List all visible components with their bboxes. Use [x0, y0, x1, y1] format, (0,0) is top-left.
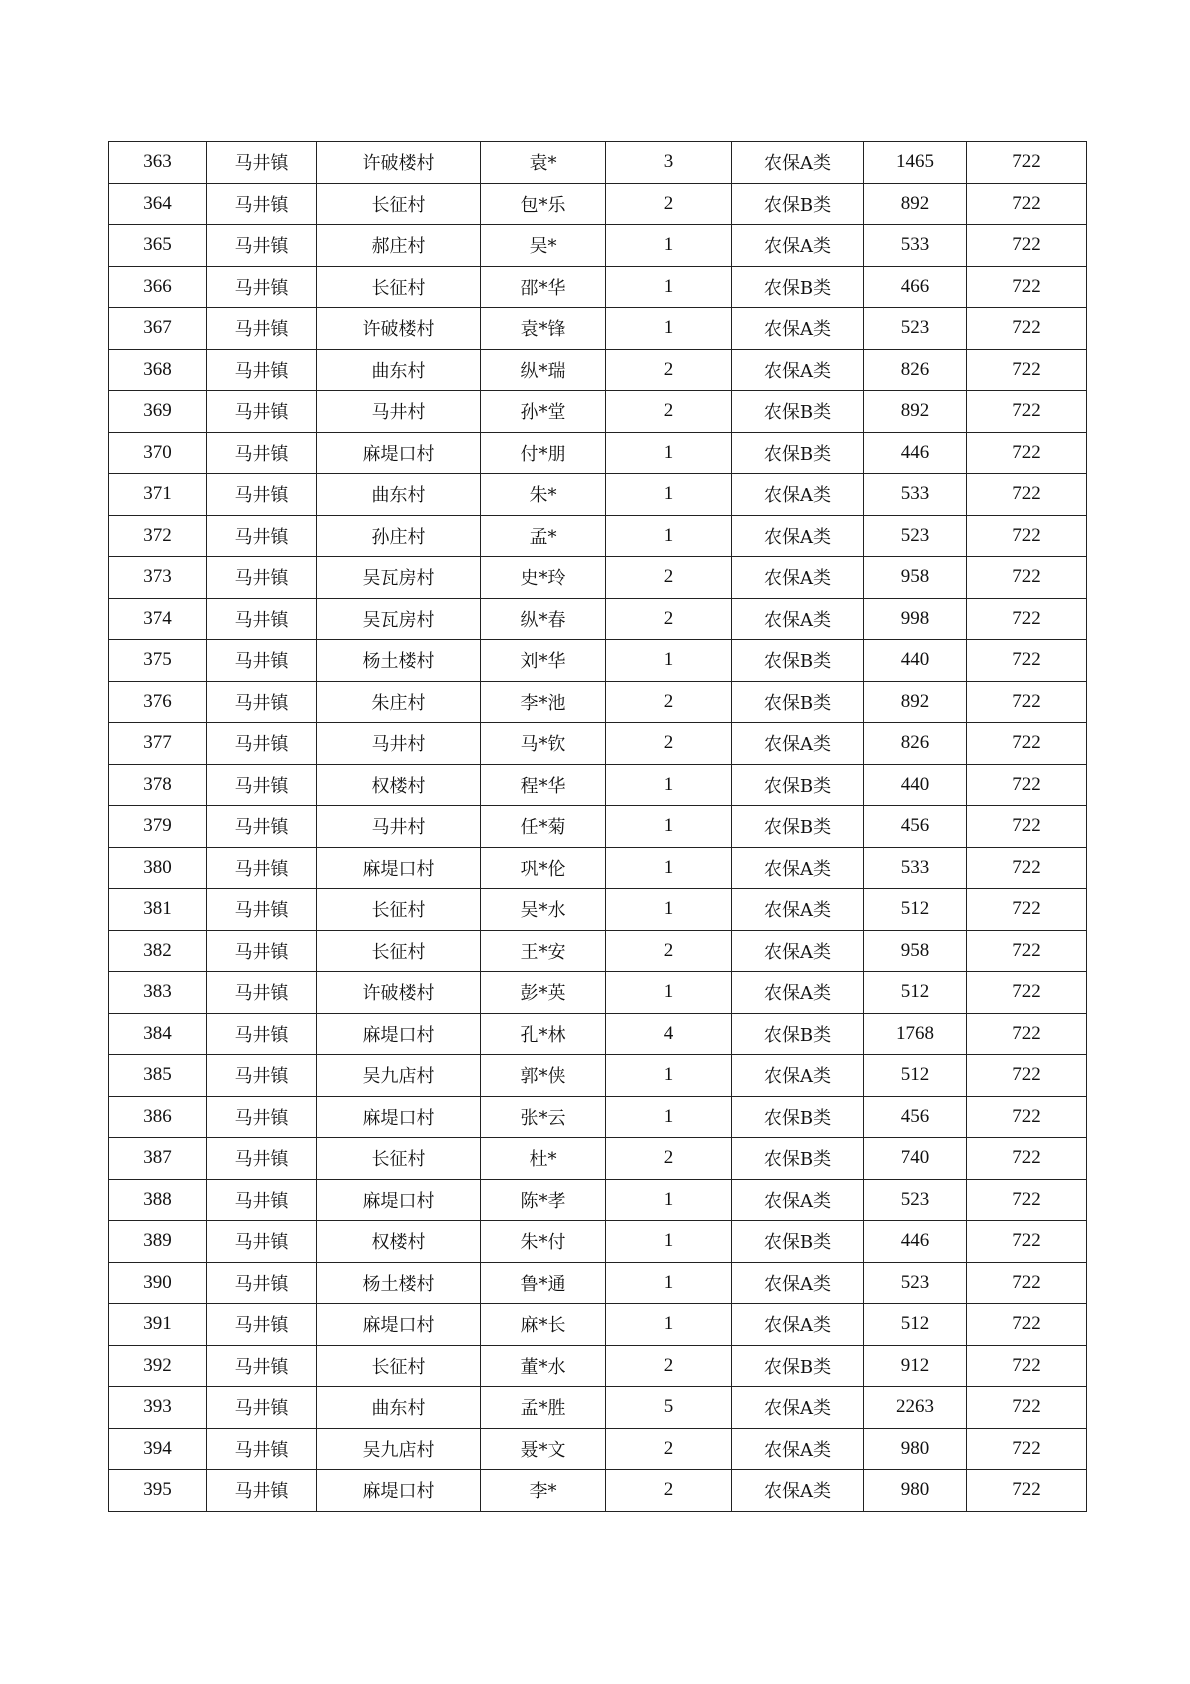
serial-number-cell: 390 — [109, 1262, 207, 1304]
amount-cell: 980 — [864, 1470, 967, 1512]
serial-number-cell: 379 — [109, 806, 207, 848]
category-cell: 农保A类 — [732, 308, 864, 350]
amount-cell: 740 — [864, 1138, 967, 1180]
village-cell: 郝庄村 — [317, 225, 481, 267]
township-cell: 马井镇 — [207, 349, 317, 391]
serial-number-cell: 395 — [109, 1470, 207, 1512]
township-cell: 马井镇 — [207, 1221, 317, 1263]
household-size-cell: 2 — [606, 1345, 732, 1387]
household-size-cell: 1 — [606, 515, 732, 557]
serial-number-cell: 365 — [109, 225, 207, 267]
category-cell: 农保B类 — [732, 183, 864, 225]
name-cell: 杜* — [481, 1138, 606, 1180]
serial-number-cell: 384 — [109, 1013, 207, 1055]
table-row — [109, 515, 1087, 557]
category-cell: 农保A类 — [732, 1179, 864, 1221]
village-cell: 麻堤口村 — [317, 1304, 481, 1346]
name-cell: 刘*华 — [481, 640, 606, 682]
household-size-cell: 2 — [606, 681, 732, 723]
village-cell: 麻堤口村 — [317, 432, 481, 474]
category-cell: 农保A类 — [732, 557, 864, 599]
category-cell: 农保B类 — [732, 640, 864, 682]
name-cell: 任*菊 — [481, 806, 606, 848]
village-cell: 曲东村 — [317, 474, 481, 516]
standard-cell: 722 — [967, 889, 1087, 931]
standard-cell: 722 — [967, 764, 1087, 806]
category-cell: 农保B类 — [732, 806, 864, 848]
category-cell: 农保A类 — [732, 1428, 864, 1470]
category-cell: 农保A类 — [732, 142, 864, 184]
township-cell: 马井镇 — [207, 930, 317, 972]
name-cell: 纵*春 — [481, 598, 606, 640]
standard-cell: 722 — [967, 432, 1087, 474]
serial-number-cell: 388 — [109, 1179, 207, 1221]
standard-cell: 722 — [967, 1345, 1087, 1387]
category-cell: 农保B类 — [732, 432, 864, 474]
category-cell: 农保B类 — [732, 391, 864, 433]
amount-cell: 456 — [864, 806, 967, 848]
amount-cell: 533 — [864, 847, 967, 889]
village-cell: 权楼村 — [317, 1221, 481, 1263]
township-cell: 马井镇 — [207, 308, 317, 350]
township-cell: 马井镇 — [207, 142, 317, 184]
serial-number-cell: 363 — [109, 142, 207, 184]
amount-cell: 533 — [864, 474, 967, 516]
village-cell: 马井村 — [317, 723, 481, 765]
serial-number-cell: 378 — [109, 764, 207, 806]
name-cell: 陈*孝 — [481, 1179, 606, 1221]
household-size-cell: 2 — [606, 1138, 732, 1180]
household-size-cell: 2 — [606, 598, 732, 640]
township-cell: 马井镇 — [207, 764, 317, 806]
household-size-cell: 1 — [606, 266, 732, 308]
standard-cell: 722 — [967, 391, 1087, 433]
table-row — [109, 391, 1087, 433]
standard-cell: 722 — [967, 142, 1087, 184]
township-cell: 马井镇 — [207, 557, 317, 599]
standard-cell: 722 — [967, 806, 1087, 848]
amount-cell: 892 — [864, 681, 967, 723]
household-size-cell: 1 — [606, 1179, 732, 1221]
table-row — [109, 1013, 1087, 1055]
household-size-cell: 1 — [606, 847, 732, 889]
township-cell: 马井镇 — [207, 266, 317, 308]
table-row — [109, 847, 1087, 889]
name-cell: 董*水 — [481, 1345, 606, 1387]
household-size-cell: 4 — [606, 1013, 732, 1055]
table-row — [109, 1262, 1087, 1304]
village-cell: 吴九店村 — [317, 1428, 481, 1470]
amount-cell: 1768 — [864, 1013, 967, 1055]
serial-number-cell: 377 — [109, 723, 207, 765]
village-cell: 长征村 — [317, 889, 481, 931]
amount-cell: 892 — [864, 183, 967, 225]
standard-cell: 722 — [967, 1470, 1087, 1512]
serial-number-cell: 370 — [109, 432, 207, 474]
household-size-cell: 1 — [606, 1221, 732, 1263]
name-cell: 邵*华 — [481, 266, 606, 308]
township-cell: 马井镇 — [207, 806, 317, 848]
township-cell: 马井镇 — [207, 391, 317, 433]
category-cell: 农保B类 — [732, 764, 864, 806]
name-cell: 孙*堂 — [481, 391, 606, 433]
standard-cell: 722 — [967, 183, 1087, 225]
township-cell: 马井镇 — [207, 1055, 317, 1097]
village-cell: 许破楼村 — [317, 142, 481, 184]
standard-cell: 722 — [967, 474, 1087, 516]
category-cell: 农保A类 — [732, 598, 864, 640]
standard-cell: 722 — [967, 308, 1087, 350]
serial-number-cell: 389 — [109, 1221, 207, 1263]
table-row — [109, 308, 1087, 350]
category-cell: 农保B类 — [732, 266, 864, 308]
village-cell: 长征村 — [317, 1345, 481, 1387]
amount-cell: 512 — [864, 1055, 967, 1097]
standard-cell: 722 — [967, 972, 1087, 1014]
name-cell: 聂*文 — [481, 1428, 606, 1470]
table-row — [109, 1096, 1087, 1138]
village-cell: 吴九店村 — [317, 1055, 481, 1097]
village-cell: 麻堤口村 — [317, 1179, 481, 1221]
name-cell: 鲁*通 — [481, 1262, 606, 1304]
table-row — [109, 432, 1087, 474]
amount-cell: 826 — [864, 349, 967, 391]
table-row — [109, 930, 1087, 972]
household-size-cell: 1 — [606, 889, 732, 931]
household-size-cell: 1 — [606, 640, 732, 682]
township-cell: 马井镇 — [207, 183, 317, 225]
table-row — [109, 1179, 1087, 1221]
category-cell: 农保A类 — [732, 1470, 864, 1512]
township-cell: 马井镇 — [207, 1387, 317, 1429]
amount-cell: 533 — [864, 225, 967, 267]
serial-number-cell: 385 — [109, 1055, 207, 1097]
household-size-cell: 2 — [606, 183, 732, 225]
serial-number-cell: 367 — [109, 308, 207, 350]
category-cell: 农保A类 — [732, 847, 864, 889]
household-size-cell: 1 — [606, 806, 732, 848]
serial-number-cell: 376 — [109, 681, 207, 723]
amount-cell: 523 — [864, 1179, 967, 1221]
amount-cell: 446 — [864, 1221, 967, 1263]
township-cell: 马井镇 — [207, 515, 317, 557]
village-cell: 曲东村 — [317, 349, 481, 391]
name-cell: 巩*伦 — [481, 847, 606, 889]
name-cell: 纵*瑞 — [481, 349, 606, 391]
household-size-cell: 1 — [606, 1055, 732, 1097]
amount-cell: 523 — [864, 1262, 967, 1304]
category-cell: 农保A类 — [732, 889, 864, 931]
category-cell: 农保A类 — [732, 972, 864, 1014]
village-cell: 马井村 — [317, 806, 481, 848]
amount-cell: 1465 — [864, 142, 967, 184]
village-cell: 长征村 — [317, 930, 481, 972]
township-cell: 马井镇 — [207, 432, 317, 474]
name-cell: 孟* — [481, 515, 606, 557]
township-cell: 马井镇 — [207, 1304, 317, 1346]
household-size-cell: 1 — [606, 1262, 732, 1304]
standard-cell: 722 — [967, 1138, 1087, 1180]
township-cell: 马井镇 — [207, 1179, 317, 1221]
name-cell: 包*乐 — [481, 183, 606, 225]
category-cell: 农保B类 — [732, 1221, 864, 1263]
table-row — [109, 764, 1087, 806]
amount-cell: 456 — [864, 1096, 967, 1138]
table-row — [109, 349, 1087, 391]
name-cell: 麻*长 — [481, 1304, 606, 1346]
standard-cell: 722 — [967, 1221, 1087, 1263]
category-cell: 农保A类 — [732, 515, 864, 557]
table-row — [109, 598, 1087, 640]
village-cell: 麻堤口村 — [317, 1470, 481, 1512]
township-cell: 马井镇 — [207, 847, 317, 889]
table-row — [109, 1345, 1087, 1387]
household-size-cell: 1 — [606, 308, 732, 350]
name-cell: 李*池 — [481, 681, 606, 723]
village-cell: 曲东村 — [317, 1387, 481, 1429]
category-cell: 农保A类 — [732, 1304, 864, 1346]
township-cell: 马井镇 — [207, 225, 317, 267]
table-row — [109, 142, 1087, 184]
table-row — [109, 1304, 1087, 1346]
amount-cell: 998 — [864, 598, 967, 640]
table-row — [109, 681, 1087, 723]
township-cell: 马井镇 — [207, 1138, 317, 1180]
village-cell: 麻堤口村 — [317, 847, 481, 889]
household-size-cell: 2 — [606, 1470, 732, 1512]
table-row — [109, 225, 1087, 267]
name-cell: 吴* — [481, 225, 606, 267]
serial-number-cell: 381 — [109, 889, 207, 931]
amount-cell: 440 — [864, 640, 967, 682]
standard-cell: 722 — [967, 930, 1087, 972]
name-cell: 史*玲 — [481, 557, 606, 599]
table-row — [109, 1428, 1087, 1470]
village-cell: 麻堤口村 — [317, 1096, 481, 1138]
township-cell: 马井镇 — [207, 1262, 317, 1304]
village-cell: 孙庄村 — [317, 515, 481, 557]
amount-cell: 826 — [864, 723, 967, 765]
table-row — [109, 889, 1087, 931]
village-cell: 杨土楼村 — [317, 640, 481, 682]
township-cell: 马井镇 — [207, 681, 317, 723]
household-size-cell: 2 — [606, 349, 732, 391]
roster-table — [108, 141, 1087, 1512]
table-row — [109, 1138, 1087, 1180]
table-row — [109, 474, 1087, 516]
serial-number-cell: 373 — [109, 557, 207, 599]
township-cell: 马井镇 — [207, 1013, 317, 1055]
amount-cell: 440 — [864, 764, 967, 806]
name-cell: 李* — [481, 1470, 606, 1512]
standard-cell: 722 — [967, 349, 1087, 391]
township-cell: 马井镇 — [207, 474, 317, 516]
standard-cell: 722 — [967, 1262, 1087, 1304]
standard-cell: 722 — [967, 557, 1087, 599]
household-size-cell: 1 — [606, 1096, 732, 1138]
table-row — [109, 557, 1087, 599]
household-size-cell: 1 — [606, 1304, 732, 1346]
amount-cell: 523 — [864, 515, 967, 557]
category-cell: 农保B类 — [732, 1013, 864, 1055]
category-cell: 农保A类 — [732, 225, 864, 267]
name-cell: 袁*锋 — [481, 308, 606, 350]
category-cell: 农保A类 — [732, 930, 864, 972]
table-row — [109, 640, 1087, 682]
name-cell: 彭*英 — [481, 972, 606, 1014]
category-cell: 农保B类 — [732, 1138, 864, 1180]
name-cell: 付*朋 — [481, 432, 606, 474]
household-size-cell: 1 — [606, 474, 732, 516]
amount-cell: 512 — [864, 972, 967, 1014]
village-cell: 麻堤口村 — [317, 1013, 481, 1055]
table-row — [109, 1221, 1087, 1263]
standard-cell: 722 — [967, 681, 1087, 723]
standard-cell: 722 — [967, 1179, 1087, 1221]
village-cell: 马井村 — [317, 391, 481, 433]
village-cell: 许破楼村 — [317, 308, 481, 350]
category-cell: 农保A类 — [732, 474, 864, 516]
name-cell: 郭*侠 — [481, 1055, 606, 1097]
category-cell: 农保B类 — [732, 681, 864, 723]
table-row — [109, 723, 1087, 765]
household-size-cell: 1 — [606, 432, 732, 474]
amount-cell: 446 — [864, 432, 967, 474]
name-cell: 孔*林 — [481, 1013, 606, 1055]
category-cell: 农保A类 — [732, 723, 864, 765]
standard-cell: 722 — [967, 598, 1087, 640]
serial-number-cell: 391 — [109, 1304, 207, 1346]
standard-cell: 722 — [967, 640, 1087, 682]
table-row — [109, 1470, 1087, 1512]
serial-number-cell: 387 — [109, 1138, 207, 1180]
household-size-cell: 1 — [606, 972, 732, 1014]
table-row — [109, 183, 1087, 225]
serial-number-cell: 375 — [109, 640, 207, 682]
township-cell: 马井镇 — [207, 723, 317, 765]
household-size-cell: 2 — [606, 1428, 732, 1470]
standard-cell: 722 — [967, 847, 1087, 889]
household-size-cell: 5 — [606, 1387, 732, 1429]
category-cell: 农保B类 — [732, 1345, 864, 1387]
serial-number-cell: 380 — [109, 847, 207, 889]
standard-cell: 722 — [967, 1096, 1087, 1138]
category-cell: 农保A类 — [732, 349, 864, 391]
amount-cell: 980 — [864, 1428, 967, 1470]
standard-cell: 722 — [967, 1013, 1087, 1055]
serial-number-cell: 382 — [109, 930, 207, 972]
village-cell: 朱庄村 — [317, 681, 481, 723]
household-size-cell: 1 — [606, 764, 732, 806]
category-cell: 农保A类 — [732, 1387, 864, 1429]
amount-cell: 523 — [864, 308, 967, 350]
name-cell: 马*钦 — [481, 723, 606, 765]
serial-number-cell: 371 — [109, 474, 207, 516]
standard-cell: 722 — [967, 1304, 1087, 1346]
amount-cell: 958 — [864, 557, 967, 599]
village-cell: 吴瓦房村 — [317, 557, 481, 599]
village-cell: 权楼村 — [317, 764, 481, 806]
standard-cell: 722 — [967, 1428, 1087, 1470]
household-size-cell: 2 — [606, 391, 732, 433]
serial-number-cell: 372 — [109, 515, 207, 557]
serial-number-cell: 393 — [109, 1387, 207, 1429]
table-row — [109, 972, 1087, 1014]
amount-cell: 512 — [864, 1304, 967, 1346]
name-cell: 张*云 — [481, 1096, 606, 1138]
amount-cell: 2263 — [864, 1387, 967, 1429]
roster-body — [109, 142, 1087, 1512]
serial-number-cell: 394 — [109, 1428, 207, 1470]
name-cell: 程*华 — [481, 764, 606, 806]
standard-cell: 722 — [967, 515, 1087, 557]
household-size-cell: 2 — [606, 557, 732, 599]
name-cell: 吴*水 — [481, 889, 606, 931]
amount-cell: 912 — [864, 1345, 967, 1387]
village-cell: 长征村 — [317, 1138, 481, 1180]
township-cell: 马井镇 — [207, 1428, 317, 1470]
table-row — [109, 1387, 1087, 1429]
serial-number-cell: 374 — [109, 598, 207, 640]
serial-number-cell: 392 — [109, 1345, 207, 1387]
township-cell: 马井镇 — [207, 889, 317, 931]
name-cell: 朱* — [481, 474, 606, 516]
village-cell: 许破楼村 — [317, 972, 481, 1014]
household-size-cell: 3 — [606, 142, 732, 184]
standard-cell: 722 — [967, 723, 1087, 765]
serial-number-cell: 369 — [109, 391, 207, 433]
amount-cell: 958 — [864, 930, 967, 972]
household-size-cell: 1 — [606, 225, 732, 267]
standard-cell: 722 — [967, 1387, 1087, 1429]
township-cell: 马井镇 — [207, 1096, 317, 1138]
serial-number-cell: 364 — [109, 183, 207, 225]
standard-cell: 722 — [967, 266, 1087, 308]
name-cell: 孟*胜 — [481, 1387, 606, 1429]
table-row — [109, 266, 1087, 308]
village-cell: 吴瓦房村 — [317, 598, 481, 640]
amount-cell: 892 — [864, 391, 967, 433]
serial-number-cell: 386 — [109, 1096, 207, 1138]
amount-cell: 466 — [864, 266, 967, 308]
table-row — [109, 1055, 1087, 1097]
village-cell: 长征村 — [317, 266, 481, 308]
township-cell: 马井镇 — [207, 1345, 317, 1387]
category-cell: 农保B类 — [732, 1096, 864, 1138]
village-cell: 杨土楼村 — [317, 1262, 481, 1304]
serial-number-cell: 383 — [109, 972, 207, 1014]
township-cell: 马井镇 — [207, 1470, 317, 1512]
category-cell: 农保A类 — [732, 1055, 864, 1097]
table-row — [109, 806, 1087, 848]
standard-cell: 722 — [967, 225, 1087, 267]
name-cell: 袁* — [481, 142, 606, 184]
village-cell: 长征村 — [317, 183, 481, 225]
name-cell: 朱*付 — [481, 1221, 606, 1263]
amount-cell: 512 — [864, 889, 967, 931]
name-cell: 王*安 — [481, 930, 606, 972]
township-cell: 马井镇 — [207, 640, 317, 682]
category-cell: 农保A类 — [732, 1262, 864, 1304]
serial-number-cell: 366 — [109, 266, 207, 308]
standard-cell: 722 — [967, 1055, 1087, 1097]
household-size-cell: 2 — [606, 930, 732, 972]
household-size-cell: 2 — [606, 723, 732, 765]
township-cell: 马井镇 — [207, 972, 317, 1014]
township-cell: 马井镇 — [207, 598, 317, 640]
serial-number-cell: 368 — [109, 349, 207, 391]
